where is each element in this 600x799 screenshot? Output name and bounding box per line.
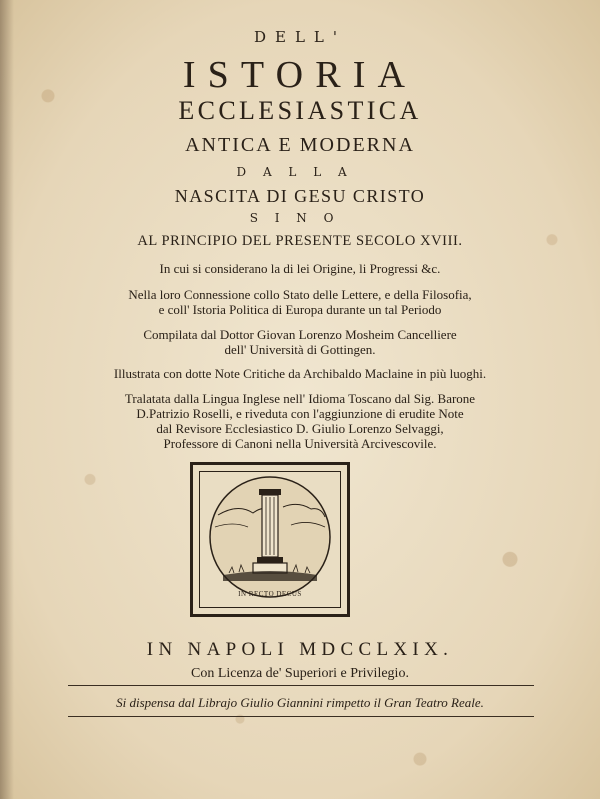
title-line-sino: SINO: [249, 211, 351, 225]
body-line-connection-a: Nella loro Connessione collo Stato delle Lettere, e della Filosofia,: [128, 287, 472, 302]
title-line-nascita: NASCITA DI GESU CRISTO: [174, 186, 426, 206]
imprint-place-date: IN NAPOLI MDCCLXIX.: [146, 639, 454, 660]
divider-rule-bottom: [68, 716, 534, 717]
title-line-istoria: ISTORIA: [182, 54, 418, 96]
body-line-translated-d: Professore di Canoni nella Università Arcivescovile.: [163, 436, 437, 451]
vignette-motto: IN RECTO DECUS: [238, 590, 302, 598]
printers-device-vignette: [190, 462, 350, 617]
column-emblem-icon: [193, 465, 347, 614]
title-line-principio: AL PRINCIPIO DEL PRESENTE SECOLO XVIII.: [137, 233, 463, 249]
body-line-origin: In cui si considerano la di lei Origine, li Progressi &c.: [159, 261, 441, 276]
body-line-compiled-b: dell' Università di Gottingen.: [224, 342, 376, 357]
imprint-seller: Si dispensa dal Librajo Giulio Giannini rimpetto il Gran Teatro Reale.: [116, 695, 484, 710]
imprint-licence: Con Licenza de' Superiori e Privilegio.: [191, 666, 409, 681]
body-line-translated-c: dal Revisore Ecclesiastico D. Giulio Lorenzo Selvaggi,: [156, 421, 444, 436]
body-line-translated-b: D.Patrizio Roselli, e riveduta con l'aggiunzione di erudite Note: [136, 406, 464, 421]
title-line-dell: DELL': [253, 28, 347, 46]
divider-rule-top: [68, 685, 534, 686]
body-line-compiled-a: Compilata dal Dottor Giovan Lorenzo Mosheim Cancelliere: [143, 327, 457, 342]
body-line-connection-b: e coll' Istoria Politica di Europa durante un tal Periodo: [158, 302, 442, 317]
body-line-illustrated: Illustrata con dotte Note Critiche da Archibaldo Maclaine in più luoghi.: [113, 366, 487, 381]
title-line-antica-moderna: ANTICA E MODERNA: [185, 134, 415, 156]
body-line-translated-a: Tralatata dalla Lingua Inglese nell' Idioma Toscano dal Sig. Barone: [124, 391, 476, 406]
title-line-ecclesiastica: ECCLESIASTICA: [178, 96, 422, 125]
title-line-dalla: DALLA: [236, 165, 364, 179]
